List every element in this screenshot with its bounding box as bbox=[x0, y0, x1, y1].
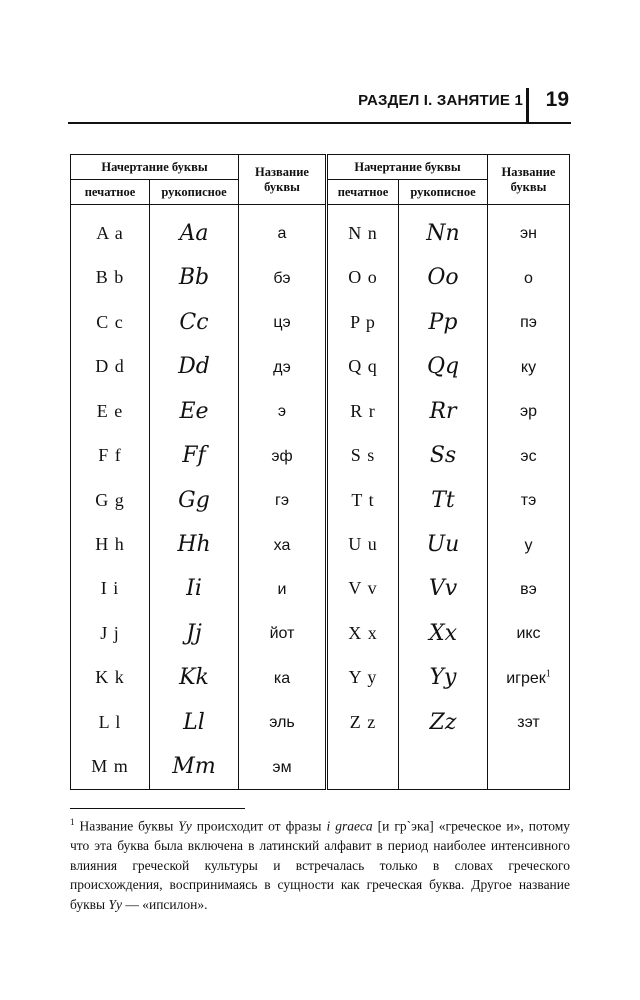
table-row bbox=[71, 300, 570, 344]
handwritten-letter: Jj bbox=[186, 620, 202, 646]
handwritten-letter-cell bbox=[150, 300, 239, 344]
handwritten-letter-cell bbox=[150, 478, 239, 522]
footnote-ref: 1 bbox=[545, 668, 551, 680]
letter-name: пэ bbox=[520, 314, 537, 332]
table-row bbox=[71, 256, 570, 300]
letter-name-cell bbox=[239, 478, 327, 522]
handwritten-letter-cell bbox=[399, 433, 488, 477]
handwritten-letter-cell bbox=[399, 478, 488, 522]
handwritten-letter: Ii bbox=[186, 576, 202, 602]
letter-name: дэ bbox=[273, 358, 291, 376]
letter-name: игрек bbox=[506, 669, 546, 687]
handwritten-letter-cell bbox=[150, 256, 239, 300]
header-handwritten-left: рукописное bbox=[150, 180, 239, 205]
letter-name: эр bbox=[519, 403, 538, 421]
letter-name: эс bbox=[520, 447, 537, 465]
printed-letter: S s bbox=[350, 445, 376, 466]
letter-name-cell bbox=[239, 567, 327, 611]
printed-letter-cell bbox=[327, 433, 399, 477]
printed-letter-cell bbox=[71, 744, 150, 789]
handwritten-letter-cell bbox=[150, 744, 239, 789]
letter-name-cell bbox=[239, 656, 327, 700]
letter-name: ку bbox=[520, 358, 537, 376]
printed-letter-cell bbox=[71, 611, 150, 655]
handwritten-letter: Yy bbox=[429, 665, 457, 691]
printed-letter: U u bbox=[348, 534, 378, 554]
footnote-phrase: i graeca bbox=[326, 818, 373, 834]
printed-letter-cell bbox=[71, 700, 150, 744]
letter-name: ка bbox=[273, 669, 291, 687]
table-row bbox=[71, 433, 570, 477]
printed-letter-cell bbox=[327, 744, 399, 789]
table-row bbox=[71, 205, 570, 256]
printed-letter: A a bbox=[96, 222, 124, 243]
header-rule bbox=[68, 122, 571, 124]
letter-name-cell bbox=[239, 744, 327, 789]
header-printed-left: печатное bbox=[71, 180, 150, 205]
printed-letter-cell bbox=[71, 345, 150, 389]
handwritten-letter: Hh bbox=[177, 532, 211, 557]
footnote-rule bbox=[70, 808, 245, 809]
printed-letter-cell bbox=[71, 256, 150, 300]
handwritten-letter: Aa bbox=[179, 220, 209, 246]
printed-letter-cell bbox=[327, 300, 399, 344]
letter-name: зэт bbox=[517, 714, 540, 732]
printed-letter: M m bbox=[91, 756, 129, 777]
handwritten-letter-cell bbox=[399, 345, 488, 389]
printed-letter-cell bbox=[327, 700, 399, 744]
letter-name-cell bbox=[488, 567, 570, 611]
printed-letter-cell bbox=[71, 300, 150, 344]
table-row bbox=[71, 478, 570, 522]
handwritten-letter: Xx bbox=[428, 620, 458, 646]
handwritten-letter: Ee bbox=[179, 398, 209, 424]
printed-letter: B b bbox=[95, 267, 125, 288]
handwritten-letter: Ll bbox=[183, 709, 205, 735]
handwritten-letter-cell bbox=[399, 656, 488, 700]
footnote-letter: Yy bbox=[108, 896, 122, 912]
handwritten-letter: Zz bbox=[429, 709, 457, 735]
letter-name-cell bbox=[488, 345, 570, 389]
handwritten-letter-cell bbox=[150, 389, 239, 433]
printed-letter: G g bbox=[95, 489, 125, 510]
letter-name-cell bbox=[239, 256, 327, 300]
handwritten-letter: Gg bbox=[178, 487, 210, 513]
handwritten-letter-cell bbox=[150, 433, 239, 477]
printed-letter: H h bbox=[95, 534, 125, 554]
handwritten-letter-cell bbox=[399, 567, 488, 611]
printed-letter: E e bbox=[96, 400, 124, 421]
letter-name: бэ bbox=[273, 269, 291, 287]
printed-letter: Z z bbox=[349, 711, 377, 732]
printed-letter: V v bbox=[348, 578, 378, 599]
printed-letter: K k bbox=[95, 667, 125, 688]
handwritten-letter: Qq bbox=[426, 354, 460, 380]
handwritten-letter: Uu bbox=[426, 532, 460, 557]
printed-letter: F f bbox=[98, 445, 122, 466]
letter-name-cell bbox=[488, 611, 570, 655]
printed-letter: N n bbox=[348, 222, 378, 243]
letter-name: а bbox=[277, 225, 287, 243]
printed-letter-cell bbox=[327, 205, 399, 256]
handwritten-letter-cell bbox=[399, 611, 488, 655]
printed-letter-cell bbox=[71, 567, 150, 611]
letter-name: э bbox=[277, 403, 287, 421]
letter-name-cell bbox=[488, 700, 570, 744]
handwritten-letter-cell bbox=[150, 205, 239, 256]
handwritten-letter: Vv bbox=[428, 576, 458, 602]
letter-name-cell bbox=[488, 300, 570, 344]
letter-name: эф bbox=[271, 447, 293, 465]
handwritten-letter: Cc bbox=[179, 309, 209, 335]
footnote-letter: Yy bbox=[178, 818, 192, 834]
letter-name-cell bbox=[488, 205, 570, 256]
printed-letter-cell bbox=[327, 656, 399, 700]
handwritten-letter-cell bbox=[150, 611, 239, 655]
footnote-marker: 1 bbox=[70, 817, 75, 827]
handwritten-letter: Pp bbox=[428, 309, 458, 335]
table-row bbox=[71, 389, 570, 433]
header-name-left: Название буквы bbox=[239, 155, 327, 205]
letter-name: эм bbox=[272, 758, 292, 776]
table-row bbox=[71, 700, 570, 744]
letter-name-cell bbox=[239, 522, 327, 566]
letter-name-cell bbox=[239, 700, 327, 744]
table-row bbox=[71, 567, 570, 611]
handwritten-letter: Oo bbox=[427, 265, 459, 291]
handwritten-letter-cell bbox=[399, 522, 488, 566]
printed-letter: O o bbox=[348, 267, 378, 288]
handwritten-letter: Tt bbox=[431, 487, 455, 513]
handwritten-letter-cell bbox=[150, 567, 239, 611]
letter-name: ха bbox=[273, 536, 291, 554]
printed-letter: L l bbox=[98, 711, 122, 732]
letter-name: цэ bbox=[273, 314, 291, 332]
printed-letter-cell bbox=[327, 256, 399, 300]
table-row bbox=[71, 744, 570, 789]
letter-name-cell bbox=[488, 656, 570, 700]
handwritten-letter: Mm bbox=[172, 754, 216, 780]
printed-letter: T t bbox=[351, 489, 375, 510]
letter-name-cell bbox=[239, 611, 327, 655]
handwritten-letter: Rr bbox=[429, 398, 457, 424]
letter-name: и bbox=[277, 580, 287, 598]
handwritten-letter: Bb bbox=[178, 265, 210, 291]
letter-name: эн bbox=[520, 225, 537, 243]
running-header bbox=[68, 88, 571, 128]
header-divider bbox=[526, 88, 529, 124]
handwritten-letter: Kk bbox=[179, 665, 209, 691]
letter-name: у bbox=[524, 536, 533, 554]
letter-name: йот bbox=[269, 625, 295, 643]
handwritten-letter-cell bbox=[399, 256, 488, 300]
handwritten-letter-cell bbox=[150, 345, 239, 389]
letter-name-cell bbox=[488, 478, 570, 522]
printed-letter: R r bbox=[350, 400, 376, 421]
letter-name: гэ bbox=[275, 492, 289, 510]
letter-name-cell bbox=[488, 389, 570, 433]
letter-name: о bbox=[524, 269, 533, 287]
printed-letter-cell bbox=[327, 389, 399, 433]
header-shape-left: Начертание буквы bbox=[71, 155, 239, 180]
footnote: $^1$ Название буквы Yy происходит от фразы i graeca [и гр`эка] «греческое и», потому что эта буква была включена в латинский алфавит в период наиболее интенсивного влияния греческой культуры и встречалась только в словах греческого происхождения, воспринимаясь в сущности как греческая буква. Другое название буквы Yy — «ипсилон». bbox=[70, 817, 570, 912]
letter-name-cell bbox=[239, 433, 327, 477]
printed-letter-cell bbox=[71, 522, 150, 566]
printed-letter-cell bbox=[327, 522, 399, 566]
letter-name-cell bbox=[488, 522, 570, 566]
printed-letter-cell bbox=[71, 656, 150, 700]
printed-letter-cell bbox=[71, 433, 150, 477]
table-row bbox=[71, 345, 570, 389]
printed-letter: D d bbox=[95, 356, 125, 377]
printed-letter-cell bbox=[71, 205, 150, 256]
letter-name-cell bbox=[239, 345, 327, 389]
table-row bbox=[71, 611, 570, 655]
handwritten-letter-cell bbox=[150, 522, 239, 566]
printed-letter: X x bbox=[348, 622, 378, 643]
handwritten-letter-cell bbox=[399, 389, 488, 433]
letter-name: икс bbox=[516, 625, 541, 643]
handwritten-letter: Nn bbox=[426, 220, 460, 246]
running-title: РАЗДЕЛ I. ЗАНЯТИЕ 1 bbox=[358, 92, 523, 109]
letter-name: тэ bbox=[520, 492, 537, 510]
header-shape-right: Начертание буквы bbox=[327, 155, 488, 180]
table-row bbox=[71, 522, 570, 566]
printed-letter: I i bbox=[100, 578, 120, 599]
header-name-right: Название буквы bbox=[488, 155, 570, 205]
alphabet-table-body bbox=[71, 205, 570, 790]
alphabet-table bbox=[70, 154, 570, 790]
letter-name-cell bbox=[488, 744, 570, 789]
printed-letter: Q q bbox=[348, 356, 378, 377]
printed-letter-cell bbox=[71, 389, 150, 433]
handwritten-letter-cell bbox=[399, 744, 488, 789]
printed-letter-cell bbox=[327, 345, 399, 389]
handwritten-letter: Dd bbox=[178, 354, 210, 380]
letter-name-cell bbox=[239, 389, 327, 433]
handwritten-letter-cell bbox=[150, 656, 239, 700]
handwritten-letter-cell bbox=[399, 700, 488, 744]
letter-name-cell bbox=[488, 256, 570, 300]
letter-name-cell bbox=[239, 300, 327, 344]
header-printed-right: печатное bbox=[327, 180, 399, 205]
header-handwritten-right: рукописное bbox=[399, 180, 488, 205]
handwritten-letter-cell bbox=[399, 300, 488, 344]
table-row bbox=[71, 656, 570, 700]
letter-name: эль bbox=[269, 714, 295, 732]
letter-name-cell bbox=[488, 433, 570, 477]
handwritten-letter-cell bbox=[150, 700, 239, 744]
handwritten-letter-cell bbox=[399, 205, 488, 256]
letter-name-cell bbox=[239, 205, 327, 256]
handwritten-letter: Ff bbox=[182, 443, 206, 469]
printed-letter-cell bbox=[71, 478, 150, 522]
printed-letter: J j bbox=[100, 622, 120, 643]
handwritten-letter: Ss bbox=[429, 443, 457, 469]
printed-letter: P p bbox=[350, 311, 376, 332]
printed-letter-cell bbox=[327, 611, 399, 655]
printed-letter-cell bbox=[327, 567, 399, 611]
page-number: 19 bbox=[545, 88, 569, 111]
printed-letter-cell bbox=[327, 478, 399, 522]
printed-letter: Y y bbox=[348, 667, 378, 688]
printed-letter: C c bbox=[96, 311, 124, 332]
letter-name: вэ bbox=[520, 580, 537, 598]
